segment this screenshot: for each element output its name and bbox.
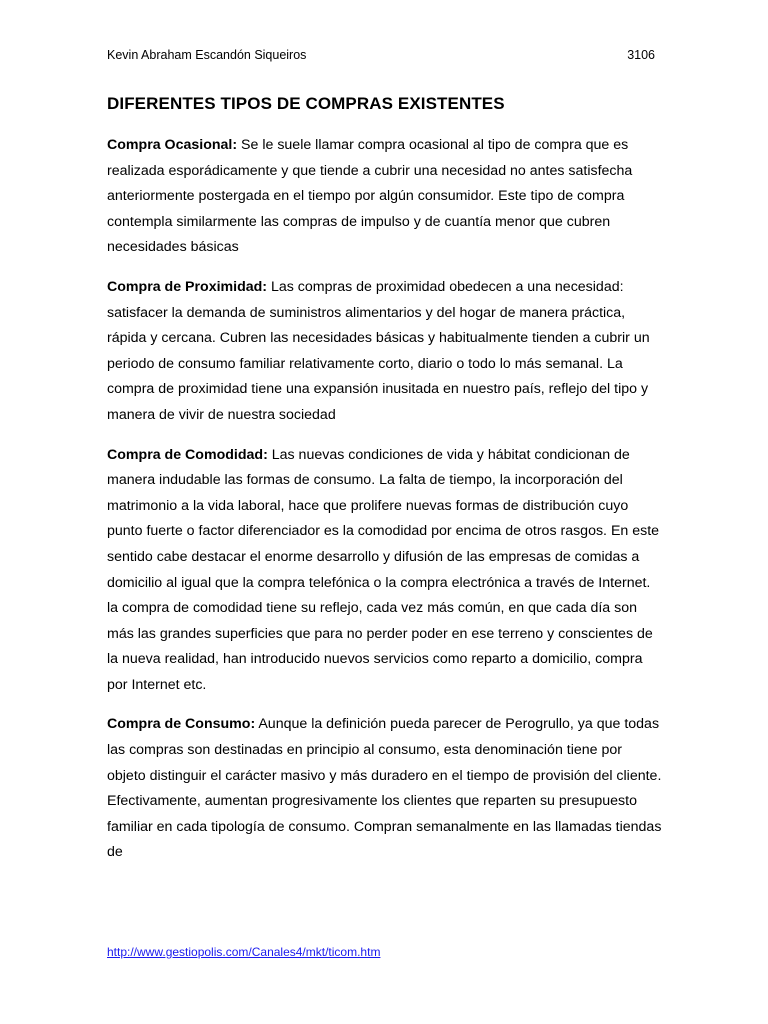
page-number: 3106 [627, 48, 655, 62]
section-compra-proximidad [107, 275, 663, 429]
section-term: Compra de Comodidad: [107, 446, 268, 463]
document-body [107, 133, 663, 880]
section-term: Compra de Proximidad: [107, 278, 268, 295]
source-link[interactable]: http://www.gestiopolis.com/Canales4/mkt/ticom.htm [107, 945, 381, 959]
section-text: Las compras de proximidad obedecen a una necesidad: satisfacer la demanda de suministros alimentarios y del hogar de manera práctica, rápida y cercana. Cubren las necesidades básicas y habitualmente tienden a cubrir un periodo de consumo familiar relativamente corto, diario o todo lo más semanal. La compra de proximidad tiene una expansión inusitada en nuestro país, reflejo del tipo y manera de vivir de nuestra sociedad [107, 278, 650, 423]
author-name: Kevin Abraham Escandón Siqueiros [107, 48, 307, 62]
section-term: Compra de Consumo: [107, 716, 256, 733]
section-term: Compra Ocasional: [107, 137, 238, 153]
section-text: Aunque la definición pueda parecer de Perogrullo, ya que todas las compras son destinadas en principio al consumo, esta denominación tiene por objeto distinguir el carácter masivo y más duradero en el tiempo de provisión del cliente. Efectivamente, aumentan progresivamente los clientes que reparten su presupuesto familiar en cada tipología de consumo. Compran semanalmente en las llamadas tiendas de [107, 716, 662, 861]
section-compra-ocasional [107, 133, 663, 261]
section-text: Se le suele llamar compra ocasional al tipo de compra que es realizada esporádicamente y que tiende a cubrir una necesidad no antes satisfecha anteriormente postergada en el tiempo por algún consumidor. Este tipo de compra contempla similarmente las compras de impulso y de cuantía menor que cubren necesidades básicas [107, 137, 633, 256]
page-header [107, 47, 655, 63]
section-compra-comodidad [107, 443, 663, 699]
section-text: Las nuevas condiciones de vida y hábitat condicionan de manera indudable las formas de consumo. La falta de tiempo, la incorporación del matrimonio a la vida laboral, hace que prolifere nuevas formas de distribución cuyo punto fuerte o factor diferenciador es la comodidad por encima de otros rasgos. En este sentido cabe destacar el enorme desarrollo y difusión de las empresas de comidas a domicilio al igual que la compra telefónica o la compra electrónica a través de Internet. la compra de comodidad tiene su reflejo, cada vez más común, en que cada día son más las grandes superficies que para no perder poder en ese terreno y conscientes de la nueva realidad, han introducido nuevos servicios como reparto a domicilio, compra por Internet etc. [107, 446, 660, 693]
section-compra-consumo [107, 712, 663, 866]
document-title: DIFERENTES TIPOS DE COMPRAS EXISTENTES [107, 94, 505, 113]
